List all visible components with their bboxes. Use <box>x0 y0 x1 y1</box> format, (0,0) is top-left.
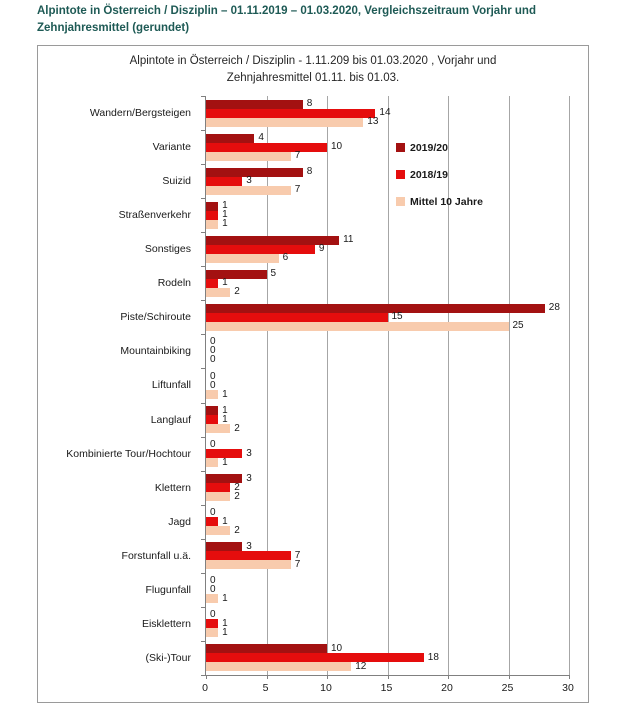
bar-value-label: 0 <box>210 370 216 382</box>
bar-2019-20 <box>206 542 242 551</box>
bar-value-label: 1 <box>222 456 228 468</box>
bar-value-label: 3 <box>246 540 252 552</box>
value-axis-tick-label: 10 <box>320 682 332 694</box>
bar-value-label: 10 <box>331 141 343 153</box>
chart-title-text: Alpintote in Österreich / Disziplin - 1.11.209 bis 01.03.2020 , Vorjahr und Zehnjahresmittel 01.11. bis 01.03. <box>129 55 497 85</box>
bar-mittel-10-jahre <box>206 628 218 637</box>
bar-value-label: 10 <box>331 642 343 654</box>
category-label: Kombinierte Tour/Hochtour <box>66 447 191 460</box>
bar-mittel-10-jahre <box>206 662 351 671</box>
legend-label: 2018/19 <box>410 168 448 181</box>
value-axis-tick-label: 5 <box>262 682 269 694</box>
bar-value-label: 1 <box>222 209 228 221</box>
legend-item <box>396 169 483 180</box>
bar-value-label: 8 <box>306 166 313 178</box>
bar-value-label: 0 <box>210 379 216 391</box>
bar-2018-19 <box>206 517 218 526</box>
value-axis-labels <box>202 682 574 696</box>
bar-value-label: 8 <box>306 98 313 110</box>
category-label: Wandern/Bergsteigen <box>89 107 191 120</box>
bar-value-label: 1 <box>222 617 228 629</box>
gridline <box>569 96 570 675</box>
bar-mittel-10-jahre <box>206 254 279 263</box>
bar-value-label: 1 <box>222 218 228 230</box>
bar-mittel-10-jahre <box>206 390 218 399</box>
value-axis-tick-label: 25 <box>501 682 514 694</box>
category-tick-mark <box>201 96 205 97</box>
category-tick-mark <box>201 198 205 199</box>
category-label: Piste/Schiroute <box>120 311 191 324</box>
category-label: (Ski-)Tour <box>145 651 191 664</box>
bar-2018-19 <box>206 143 327 152</box>
bar-value-label: 13 <box>367 116 379 128</box>
axis-tick-mark <box>388 675 389 679</box>
bar-value-label: 0 <box>210 583 216 595</box>
bar-2019-20 <box>206 100 303 109</box>
bar-value-label: 0 <box>210 336 216 348</box>
bar-mittel-10-jahre <box>206 118 363 127</box>
category-label: Jagd <box>168 515 191 528</box>
bar-value-label: 1 <box>222 413 228 425</box>
category-tick-mark <box>201 164 205 165</box>
bar-value-label: 2 <box>234 524 240 536</box>
category-label: Mountainbiking <box>120 345 191 358</box>
bar-value-label: 11 <box>343 234 354 246</box>
bar-value-label: 7 <box>294 184 301 196</box>
legend-label: Mittel 10 Jahre <box>410 195 483 208</box>
bar-value-label: 1 <box>222 626 228 638</box>
bar-value-label: 2 <box>234 481 240 493</box>
bar-value-label: 3 <box>246 447 252 459</box>
axis-tick-mark <box>206 675 207 679</box>
bar-2019-20 <box>206 270 267 279</box>
bar-value-label: 9 <box>318 243 325 255</box>
category-tick-mark <box>201 437 205 438</box>
category-label: Rodeln <box>157 277 191 290</box>
legend <box>396 142 483 207</box>
legend-item <box>396 196 483 207</box>
category-label: Sonstiges <box>144 243 191 256</box>
bar-2019-20 <box>206 134 254 143</box>
bar-2018-19 <box>206 177 242 186</box>
plot-area <box>205 96 569 676</box>
bar-value-label: 5 <box>270 268 277 280</box>
bar-2018-19 <box>206 619 218 628</box>
gridline <box>388 96 389 675</box>
legend-label: 2019/20 <box>410 141 448 154</box>
bar-mittel-10-jahre <box>206 288 230 297</box>
bar-value-label: 1 <box>222 515 228 527</box>
category-tick-mark <box>201 539 205 540</box>
value-axis-tick-label: 15 <box>380 682 393 694</box>
category-tick-mark <box>201 300 205 301</box>
gridline <box>267 96 268 675</box>
gridline <box>327 96 328 675</box>
bar-value-label: 1 <box>222 200 228 212</box>
category-label: Liftunfall <box>151 379 191 392</box>
bar-value-label: 0 <box>210 345 216 357</box>
bar-value-label: 4 <box>258 132 264 144</box>
value-axis-tick-label: 0 <box>202 682 208 694</box>
bar-value-label: 14 <box>379 107 391 119</box>
value-axis-tick-label: 30 <box>562 682 574 694</box>
category-tick-mark <box>201 232 205 233</box>
bar-value-label: 0 <box>210 608 216 620</box>
category-label: Klettern <box>154 481 191 494</box>
bar-2018-19 <box>206 245 315 254</box>
bar-mittel-10-jahre <box>206 322 509 331</box>
category-label: Forstunfall u.ä. <box>121 549 191 562</box>
legend-item <box>396 142 483 153</box>
bar-mittel-10-jahre <box>206 186 291 195</box>
category-label: Langlauf <box>150 413 191 426</box>
category-tick-mark <box>201 471 205 472</box>
bar-value-label: 3 <box>246 472 252 484</box>
bar-value-label: 2 <box>234 490 240 502</box>
bar-mittel-10-jahre <box>206 458 218 467</box>
bar-2019-20 <box>206 644 327 653</box>
bar-mittel-10-jahre <box>206 220 218 229</box>
bar-value-label: 0 <box>210 354 216 366</box>
bar-mittel-10-jahre <box>206 594 218 603</box>
category-tick-mark <box>201 607 205 608</box>
bar-value-label: 0 <box>210 438 216 450</box>
gridline <box>509 96 510 675</box>
category-tick-mark <box>201 130 205 131</box>
category-tick-mark <box>201 266 205 267</box>
axis-tick-mark <box>327 675 328 679</box>
bar-2019-20 <box>206 406 218 415</box>
value-axis-tick-label: 20 <box>441 682 453 694</box>
axis-tick-mark <box>509 675 510 679</box>
bar-2018-19 <box>206 211 218 220</box>
category-label: Flugunfall <box>145 583 191 596</box>
bar-2018-19 <box>206 415 218 424</box>
bar-mittel-10-jahre <box>206 492 230 501</box>
axis-tick-mark <box>448 675 449 679</box>
bar-value-label: 0 <box>210 506 216 518</box>
bar-2018-19 <box>206 109 375 118</box>
axis-tick-mark <box>267 675 268 679</box>
category-tick-mark <box>201 641 205 642</box>
bar-2018-19 <box>206 313 388 322</box>
category-label: Suizid <box>162 175 191 188</box>
bar-value-label: 2 <box>234 422 240 434</box>
bar-mittel-10-jahre <box>206 560 291 569</box>
bar-2018-19 <box>206 483 230 492</box>
bar-value-label: 0 <box>210 574 216 586</box>
bar-value-label: 15 <box>391 311 403 323</box>
legend-swatch <box>396 197 405 206</box>
category-label: Eisklettern <box>141 617 191 630</box>
bar-value-label: 12 <box>355 660 367 672</box>
axis-tick-mark <box>569 675 570 679</box>
bar-mittel-10-jahre <box>206 152 291 161</box>
bar-value-label: 7 <box>294 150 301 162</box>
bar-2018-19 <box>206 551 291 560</box>
bar-value-label: 1 <box>222 404 228 416</box>
bar-value-label: 7 <box>294 549 301 561</box>
bar-2018-19 <box>206 279 218 288</box>
bar-2019-20 <box>206 168 303 177</box>
bar-value-label: 18 <box>427 651 439 663</box>
category-tick-mark <box>201 505 205 506</box>
category-tick-mark <box>201 675 205 676</box>
bar-value-label: 3 <box>246 175 252 187</box>
legend-swatch <box>396 143 405 152</box>
bar-mittel-10-jahre <box>206 526 230 535</box>
bar-value-label: 1 <box>222 277 228 289</box>
bar-value-label: 1 <box>222 388 228 400</box>
category-tick-mark <box>201 403 205 404</box>
bar-2018-19 <box>206 653 424 662</box>
category-label: Straßenverkehr <box>118 209 191 222</box>
bar-value-label: 2 <box>234 286 240 298</box>
page-heading: Alpintote in Österreich / Disziplin – 01.11.2019 – 01.03.2020, Vergleichszeitraum Vorjahr und Zehnjahresmittel (gerundet) <box>37 5 536 34</box>
chart-title <box>38 53 588 88</box>
bar-value-label: 6 <box>282 252 289 264</box>
category-tick-mark <box>201 334 205 335</box>
bar-value-label: 25 <box>512 320 524 332</box>
bar-value-label: 28 <box>548 302 560 314</box>
category-label: Variante <box>152 141 191 154</box>
bar-2019-20 <box>206 202 218 211</box>
category-tick-mark <box>201 368 205 369</box>
bar-mittel-10-jahre <box>206 424 230 433</box>
category-tick-mark <box>201 573 205 574</box>
legend-swatch <box>396 170 405 179</box>
bar-value-label: 1 <box>222 592 228 604</box>
chart-container <box>37 45 589 703</box>
category-axis-labels <box>42 96 198 675</box>
bar-value-label: 7 <box>294 558 301 570</box>
bar-2019-20 <box>206 304 545 313</box>
